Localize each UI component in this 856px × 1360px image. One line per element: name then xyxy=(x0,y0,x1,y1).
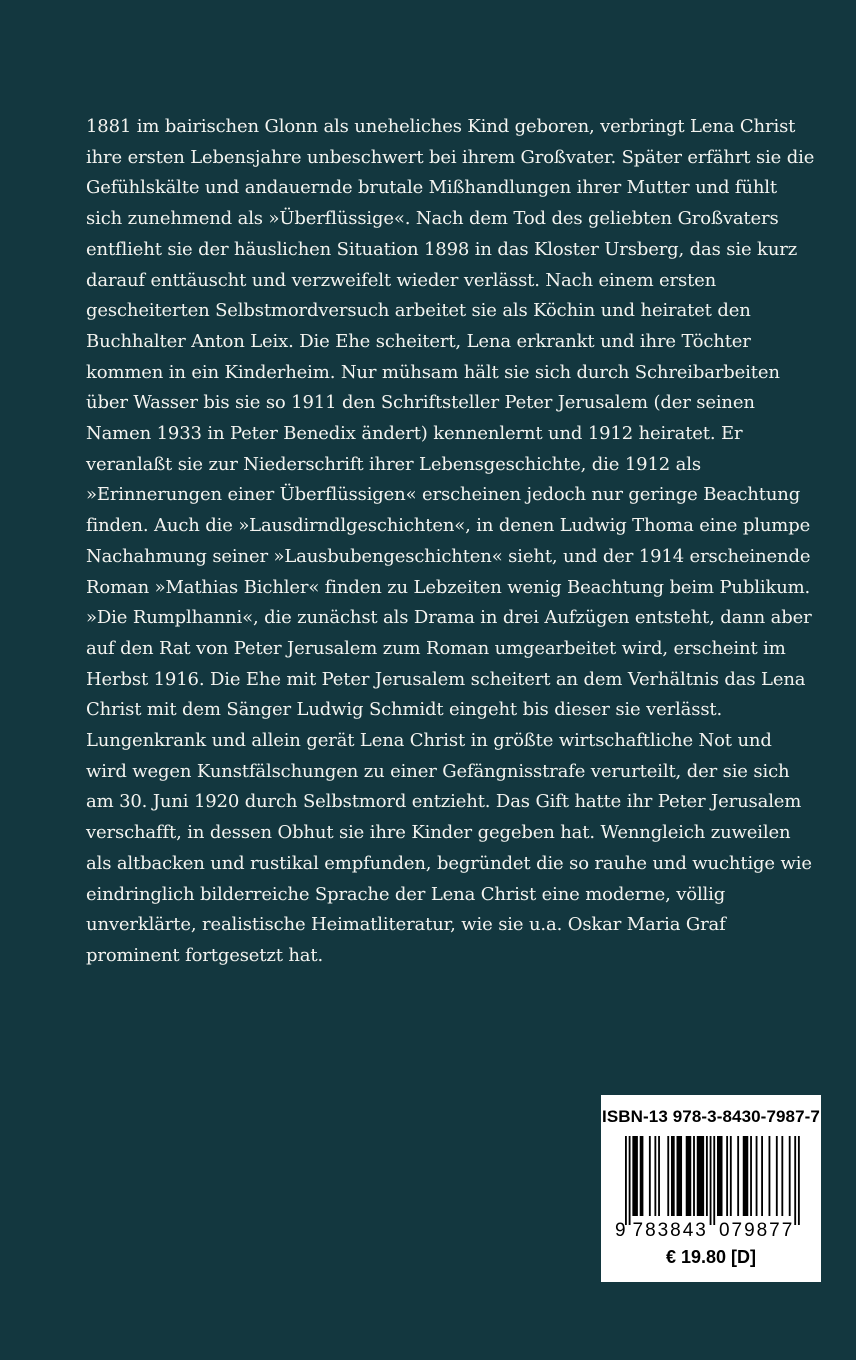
barcode-bar xyxy=(693,1136,695,1216)
barcode-bar xyxy=(730,1136,732,1216)
blurb-text: 1881 im bairischen Glonn als uneheliches Kind geboren, verbringt Lena Christ ihre ersten Lebensjahre unbeschwert bei ihrem Großvater. Später erfährt sie die Gefühlskälte und andauernde brutale Mißhandlungen ihrer Mutter und fühlt sich zunehmend als »Überflüssige«. Nach dem Tod des geliebten Großvaters entflieht sie der häuslichen Situation 1898 in das Kloster Ursberg, das sie kurz darauf enttäuscht und verzweifelt wieder verlässt. Nach einem ersten gescheiterten Selbstmordversuch arbeitet sie als Köchin und heiratet den Buchhalter Anton Leix. Die Ehe scheitert, Lena erkrankt und ihre Töchter kommen in ein Kinderheim. Nur mühsam hält sie sich durch Schreibarbeiten über Wasser bis sie so 1911 den Schriftsteller Peter Jerusalem (der seinen Namen 1933 in Peter Benedix ändert) kennenlernt und 1912 heiratet. Er veranlaßt sie zur Niederschrift ihrer Lebensgeschichte, die 1912 als »Erinnerungen einer Überflüssigen« erscheinen jedoch nur geringe Beachtung finden. Auch die »Lausdirndlgeschichten«, in denen Ludwig Thoma eine plumpe Nachahmung seiner »Lausbubengeschichten« sieht, und der 1914 erscheinende Roman »Mathias Bichler« finden zu Lebzeiten wenig Beachtung beim Publikum. »Die Rumplhanni«, die zunächst als Drama in drei Aufzügen entsteht, dann aber auf den Rat von Peter Jerusalem zum Roman umgearbeitet wird, erscheint im Herbst 1916. Die Ehe mit Peter Jerusalem scheitert an dem Verhältnis das Lena Christ mit dem Sänger Ludwig Schmidt eingeht bis dieser sie verlässt. Lungenkrank und allein gerät Lena Christ in größte wirtschaftliche Not und wird wegen Kunstfälschungen zu einer Gefängnisstrafe verurteilt, der sie sich am 30. Juni 1920 durch Selbstmord entzieht. Das Gift hatte ihr Peter Jerusalem verschafft, in dessen Obhut sie ihre Kinder gegeben hat. Wenngleich zuweilen als altbacken und rustikal empfunden, begründet die so rauhe und wuchtige wie eindringlich bilderreiche Sprache der Lena Christ eine moderne, völlig unverklärte, realistische Heimatliteratur, wie sie u.a. Oskar Maria Graf prominent fortgesetzt hat. xyxy=(86,116,815,966)
barcode-bar xyxy=(654,1136,656,1216)
barcode-bar xyxy=(629,1136,631,1225)
barcode-bar xyxy=(677,1136,683,1216)
barcode-bar xyxy=(658,1136,660,1216)
barcode-bar xyxy=(798,1136,800,1225)
barcode-box xyxy=(601,1095,821,1282)
barcode-bar xyxy=(750,1136,752,1216)
barcode-bar xyxy=(625,1136,627,1225)
barcode-bar xyxy=(717,1136,723,1216)
barcode-bar xyxy=(794,1136,796,1225)
barcode-bar xyxy=(686,1136,692,1216)
barcode-bar xyxy=(756,1136,758,1216)
price-label: € 19.80 [D] xyxy=(665,1247,757,1267)
barcode-bar xyxy=(781,1136,783,1216)
barcode-bar xyxy=(737,1136,739,1216)
barcode-bar xyxy=(632,1136,638,1216)
barcode-bar xyxy=(776,1136,778,1216)
barcode-bar xyxy=(789,1136,791,1216)
barcode-bar xyxy=(697,1136,704,1216)
barcode-digits-left: 783843 xyxy=(632,1220,706,1240)
barcode-bar xyxy=(769,1136,771,1216)
isbn-label: ISBN-13 978-3-8430-7987-7 xyxy=(602,1107,820,1126)
barcode-bar xyxy=(761,1136,763,1216)
barcode-digit-first: 9 xyxy=(615,1220,626,1240)
barcode-bars xyxy=(625,1136,800,1225)
barcode-bar xyxy=(667,1136,669,1216)
barcode-bar xyxy=(710,1136,712,1225)
barcode-bar xyxy=(706,1136,708,1216)
barcode-digits-right: 079877 xyxy=(719,1220,793,1240)
barcode-bar xyxy=(671,1136,675,1216)
barcode-bar xyxy=(713,1136,715,1225)
barcode-bar xyxy=(649,1136,651,1216)
barcode-bar xyxy=(640,1136,644,1216)
barcode-bar xyxy=(726,1136,728,1216)
barcode-bar xyxy=(743,1136,749,1216)
ean13-barcode xyxy=(615,1136,807,1240)
